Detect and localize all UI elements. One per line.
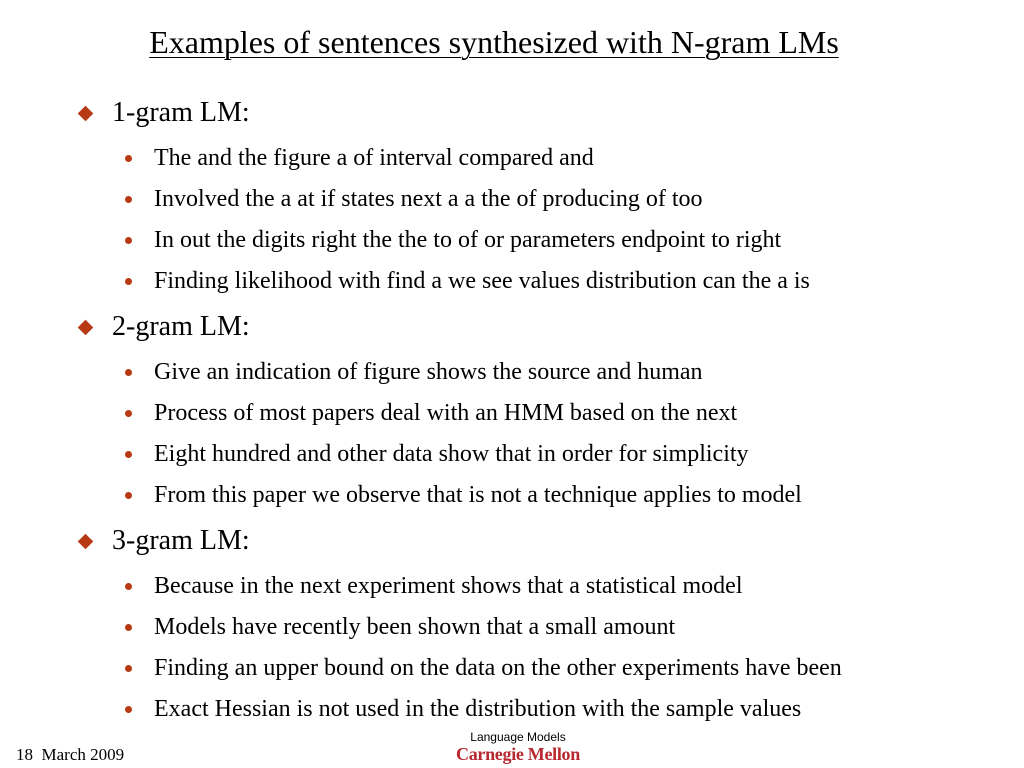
- list-item-text: From this paper we observe that is not a technique applies to model: [154, 482, 802, 508]
- list-item-text: Give an indication of figure shows the source and human: [154, 359, 703, 385]
- list-item-text: Process of most papers deal with an HMM based on the next: [154, 400, 738, 426]
- diamond-bullet-icon: [78, 533, 94, 549]
- section-heading-row: [76, 516, 1006, 566]
- list-item: [76, 475, 1006, 516]
- university-logo: Carnegie Mellon: [456, 744, 580, 764]
- slide-content: [76, 88, 1006, 730]
- list-item: [76, 434, 1006, 475]
- list-item: [76, 607, 1006, 648]
- list-item: [76, 261, 1006, 302]
- list-item-text: Eight hundred and other data show that in order for simplicity: [154, 441, 749, 467]
- section-heading: 2-gram LM:: [112, 311, 250, 342]
- list-item-text: Models have recently been shown that a small amount: [154, 614, 676, 640]
- dot-bullet-icon: [125, 624, 132, 631]
- footer-course-label: Language Models: [470, 730, 566, 744]
- dot-bullet-icon: [125, 278, 132, 285]
- footer-date: 18 March 2009: [16, 745, 125, 764]
- list-item: [76, 393, 1006, 434]
- dot-bullet-icon: [125, 196, 132, 203]
- diamond-bullet-icon: [78, 319, 94, 335]
- section-heading: 1-gram LM:: [112, 97, 250, 128]
- section-heading-row: [76, 302, 1006, 352]
- list-item: [76, 179, 1006, 220]
- dot-bullet-icon: [125, 451, 132, 458]
- list-item-text: Involved the a at if states next a a the of producing of too: [154, 186, 703, 212]
- section-1gram: [76, 88, 1006, 302]
- diamond-bullet-icon: [78, 105, 94, 121]
- list-item: [76, 689, 1006, 730]
- list-item: [76, 220, 1006, 261]
- dot-bullet-icon: [125, 237, 132, 244]
- list-item: [76, 566, 1006, 607]
- list-item: [76, 352, 1006, 393]
- list-item-text: Because in the next experiment shows that a statistical model: [154, 573, 743, 599]
- slide-title: Examples of sentences synthesized with N-gram LMs: [149, 24, 839, 60]
- dot-bullet-icon: [125, 583, 132, 590]
- list-item-text: Exact Hessian is not used in the distribution with the sample values: [154, 696, 802, 722]
- dot-bullet-icon: [125, 369, 132, 376]
- dot-bullet-icon: [125, 706, 132, 713]
- dot-bullet-icon: [125, 410, 132, 417]
- list-item-text: In out the digits right the the to of or parameters endpoint to right: [154, 227, 782, 253]
- dot-bullet-icon: [125, 665, 132, 672]
- section-3gram: [76, 516, 1006, 730]
- footer-branding: [418, 730, 618, 764]
- list-item-text: Finding an upper bound on the data on the other experiments have been: [154, 655, 842, 681]
- dot-bullet-icon: [125, 155, 132, 162]
- section-heading-row: [76, 88, 1006, 138]
- list-item-text: Finding likelihood with find a we see values distribution can the a is: [154, 268, 810, 294]
- list-item: [76, 138, 1006, 179]
- list-item-text: The and the figure a of interval compared and: [154, 145, 594, 171]
- section-heading: 3-gram LM:: [112, 525, 250, 556]
- list-item: [76, 648, 1006, 689]
- section-2gram: [76, 302, 1006, 516]
- dot-bullet-icon: [125, 492, 132, 499]
